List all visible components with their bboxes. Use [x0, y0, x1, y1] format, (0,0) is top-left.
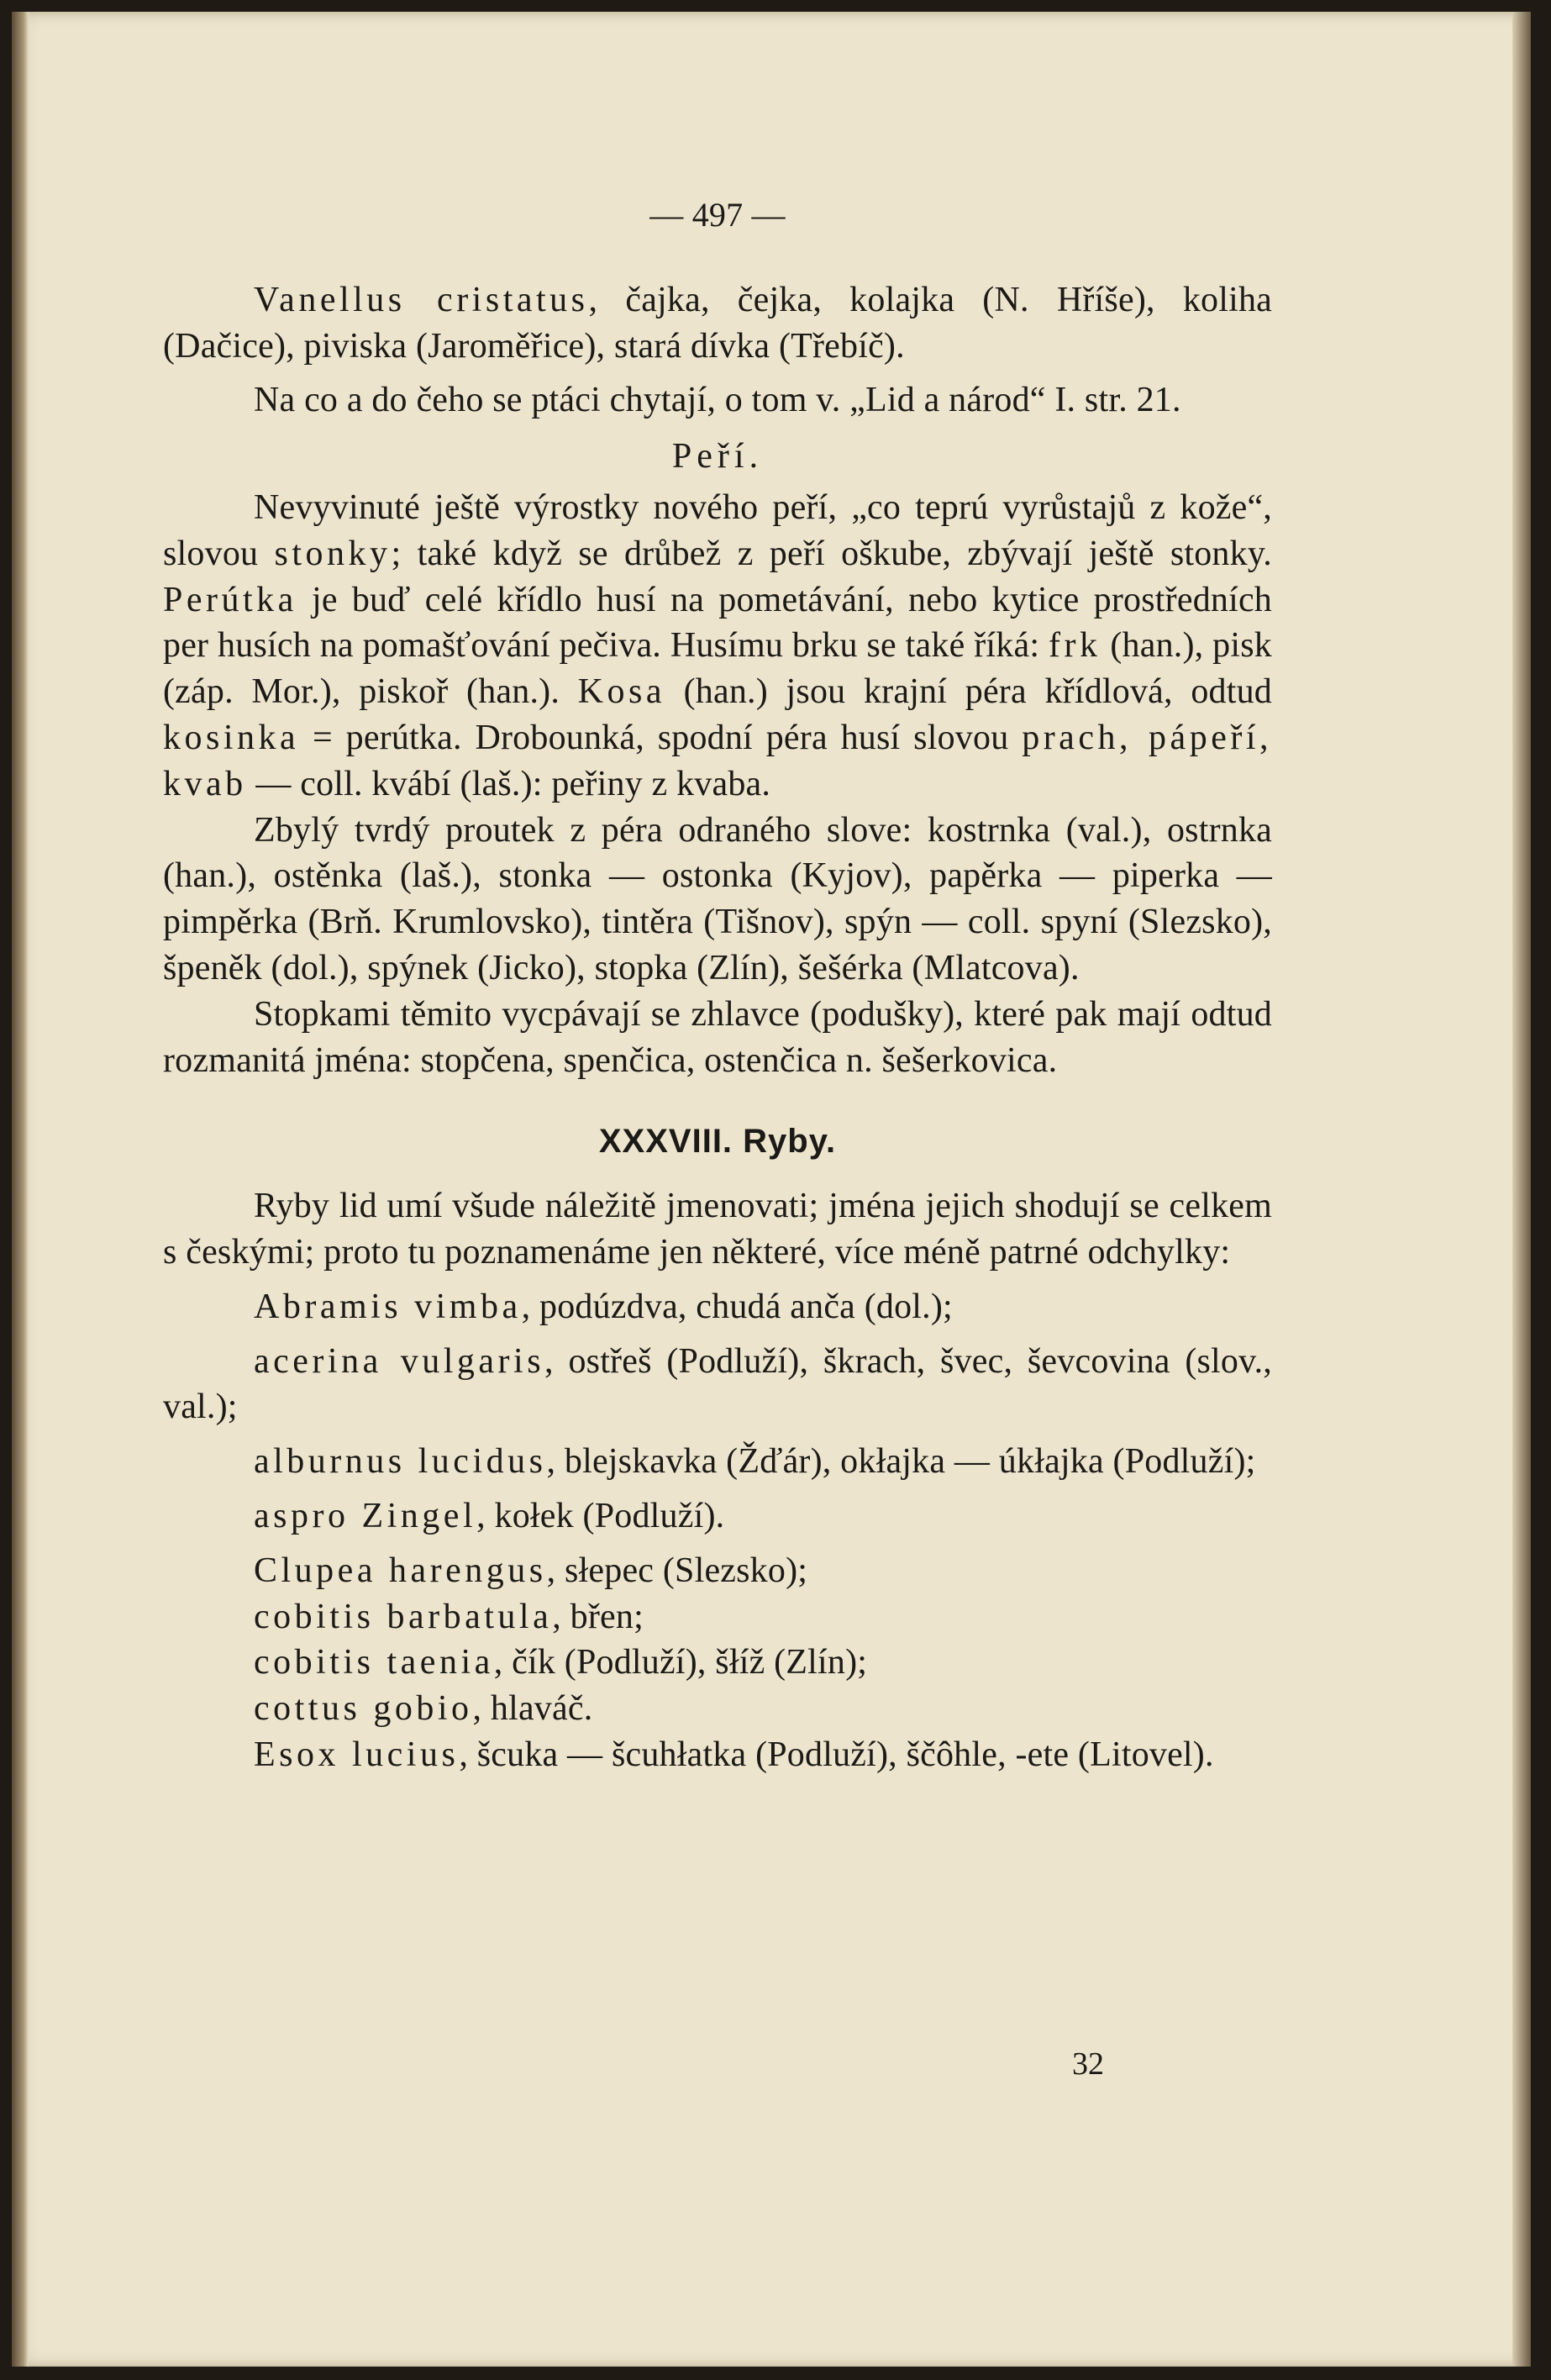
spaced-term: Kosa: [577, 672, 665, 712]
paragraph-ryby-intro: Ryby lid umí všude náležitě jmenovati; jména jejich shodují se celkem s českými; proto tu poznamenáme jen některé, více méně patrné odchylky:: [163, 1187, 1272, 1272]
fish-entry: [163, 1548, 1272, 1594]
fish-entry: [163, 1732, 1272, 1778]
paragraph-peri-3: Stopkami těmito vycpávají se zhlavce (podušky), které pak mají odtud rozmanitá jména: stopčena, spenčica, ostenčica n. šešerkovica.: [163, 994, 1272, 1080]
paragraph-peri-2: Zbylý tvrdý proutek z péra odraného slove: kostrnka (val.), ostrnka (han.), ostěnka (laš.), stonka — ostonka (Kyjov), papěrka — piperka — pimpěrka (Brň. Krumlovsko), tintěra (Tišnov), spýn — coll. spyní (Slezsko), špeněk (dol.), spýnek (Jicko), stopka (Zlín), šešérka (Mlatcova).: [163, 810, 1272, 987]
fish-latin-name: aspro Zingel: [254, 1496, 477, 1535]
fish-local-names: , podúzdva, chudá anča (dol.);: [521, 1287, 953, 1326]
fish-local-names: , čík (Podluží), šłíž (Zlín);: [493, 1643, 868, 1682]
fish-latin-name: alburnus lucidus: [254, 1442, 547, 1482]
text-run: Nevyvinuté ještě výrostky nového peří, „co teprú vyrůstajů z kože“, slovou: [163, 487, 1272, 573]
fish-entry: [163, 1284, 1272, 1330]
printer-signature: 32: [1072, 2046, 1104, 2082]
page-right-edge: [1512, 12, 1531, 2367]
fish-list: [163, 1284, 1272, 1778]
text-run: (han.) jsou krajní péra křídlová, odtud: [665, 672, 1273, 712]
fish-local-names: , šcuka — šcuhłatka (Podluží), ščôhle, -ete (Litovel).: [459, 1735, 1214, 1774]
fish-local-names: , břen;: [552, 1597, 644, 1636]
page-binding-edge: [12, 12, 29, 2367]
fish-latin-name: cottus gobio: [254, 1689, 473, 1729]
text-run: = perútka. Drobounká, spodní péra husí slovou: [299, 718, 1023, 757]
fish-local-names: , ostřeš (Podluží), škrach, švec, ševcovina (slov., val.);: [163, 1341, 1272, 1427]
spaced-term: prach, pápeří, kvab: [163, 718, 1272, 803]
spaced-term: frk: [1049, 626, 1101, 666]
fish-entry: [163, 1493, 1272, 1540]
text-run: — coll. kvábí (laš.): peřiny z kvaba.: [246, 764, 771, 803]
book-page: [12, 12, 1531, 2367]
fish-entry: [163, 1686, 1272, 1732]
fish-latin-name: Abramis vimba: [254, 1287, 522, 1326]
text-run: (han.), pisk (záp. Mor.), piskoř (han.).: [163, 626, 1272, 712]
fish-entry: [163, 1640, 1272, 1686]
spaced-term: stonky: [274, 534, 392, 573]
paragraph-reference: Na co a do čeho se ptáci chytají, o tom v. „Lid a národ“ I. str. 21.: [254, 381, 1181, 420]
fish-entry: [163, 1439, 1272, 1485]
species-name: Vanellus cristatus: [254, 280, 589, 319]
section-heading-peri: Peří.: [671, 437, 764, 477]
paragraph-text: , čajka, čejka, kolajka (N. Hříše), koliha (Dačice), piviska (Jaroměřice), stará dívka (Třebíč).: [163, 280, 1273, 366]
paragraph-peri-1: [163, 485, 1272, 808]
chapter-heading-ryby: XXXVIII. Ryby.: [598, 1123, 837, 1161]
spaced-term: kosinka: [163, 718, 300, 757]
spaced-term: Perútka: [163, 580, 297, 619]
fish-entry: [163, 1339, 1272, 1431]
fish-local-names: , hlaváč.: [472, 1689, 593, 1729]
fish-latin-name: cobitis taenia: [254, 1643, 494, 1682]
page-content: [163, 192, 1272, 1778]
fish-latin-name: cobitis barbatula: [254, 1597, 553, 1636]
text-run: ; také když se drůbež z peří oškube, zbývají ještě stonky.: [391, 534, 1272, 573]
fish-local-names: , blejskavka (Žďár), okłajka — úkłajka (Podluží);: [546, 1442, 1256, 1482]
fish-latin-name: Esox lucius: [254, 1735, 460, 1774]
fish-latin-name: acerina vulgaris: [254, 1341, 545, 1381]
fish-local-names: , kołek (Podluží).: [476, 1496, 725, 1535]
fish-latin-name: Clupea harengus: [254, 1551, 547, 1590]
fish-local-names: , słepec (Slezsko);: [546, 1551, 808, 1590]
page-number: — 497 —: [649, 196, 786, 234]
text-run: je buď celé křídlo husí na pometávání, nebo kytice prostředních per husích na pomašťování pečiva. Husímu brku se také říká:: [163, 580, 1272, 666]
fish-entry: [163, 1594, 1272, 1640]
paragraph-vanellus: [163, 277, 1272, 370]
